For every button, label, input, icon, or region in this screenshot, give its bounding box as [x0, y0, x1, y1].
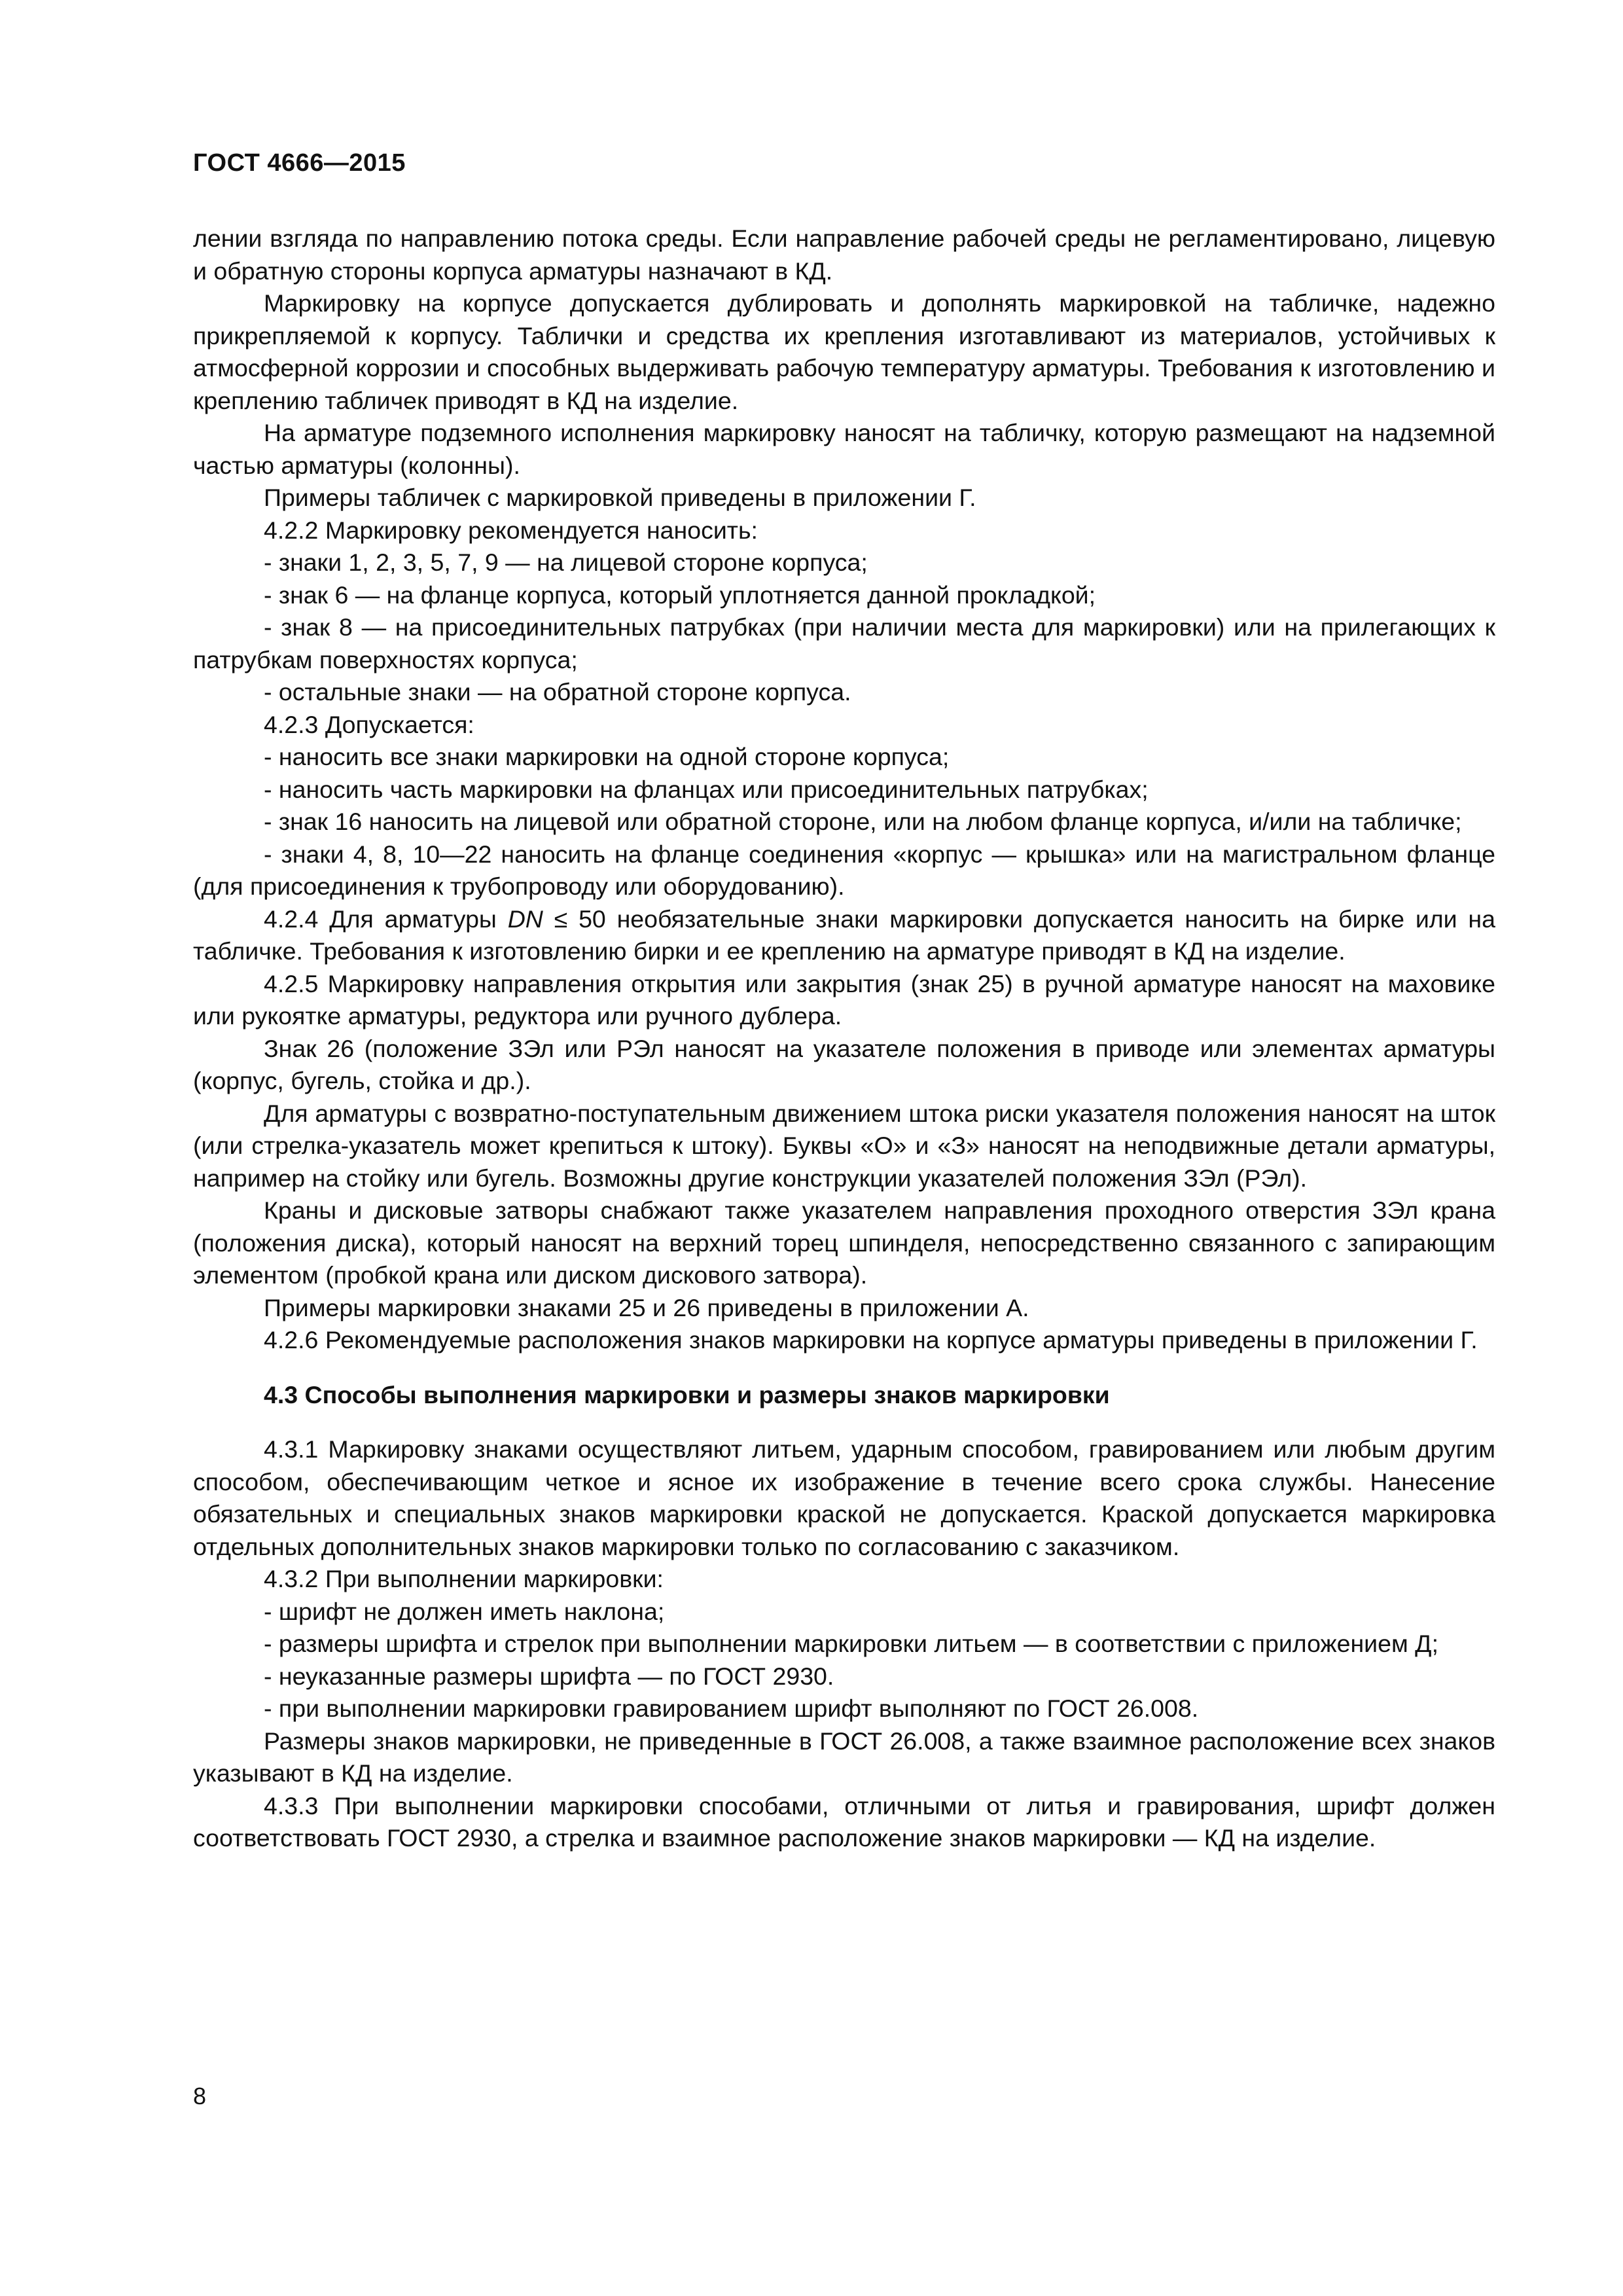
- paragraph-underground-valves: На арматуре подземного исполнения маркировку наносят на табличку, которую размещают на надземной частью арматуры (колонны).: [193, 419, 1495, 479]
- document-code-header: ГОСТ 4666—2015: [193, 149, 406, 177]
- list-item: - знаки 4, 8, 10—22 наносить на фланце соединения «корпус — крышка» или на магистральном фланце (для присоединения к трубопроводу или оборудованию).: [193, 840, 1495, 900]
- paragraph-nameplate-duplication: Маркировку на корпусе допускается дублировать и дополнять маркировкой на табличке, надежно прикрепляемой к корпусу. Таблички и средства их крепления изготавливают из материалов, устойчивых к атмосферной коррозии и способных выдерживать рабочую температуру арматуры. Требования к изготовлению и креплению табличек приводят в КД на изделие.: [193, 289, 1495, 414]
- paragraph-clause-4-2-5: 4.2.5 Маркировку направления открытия или закрытия (знак 25) в ручной арматуре наносят на маховике или рукоятке арматуры, редуктора или ручного дублера.: [193, 969, 1495, 1030]
- clause-4-2-4-prefix: 4.2.4 Для арматуры: [264, 905, 508, 933]
- list-item: - при выполнении маркировки гравированием шрифт выполняют по ГОСТ 26.008.: [264, 1695, 1199, 1722]
- section-title-4-3: 4.3 Способы выполнения маркировки и размеры знаков маркировки: [264, 1380, 1110, 1408]
- paragraph-clause-4-2-6: 4.2.6 Рекомендуемые расположения знаков маркировки на корпусе арматуры приведены в приложении Г.: [264, 1326, 1478, 1354]
- paragraph-clause-4-2-3: 4.2.3 Допускается:: [264, 710, 474, 738]
- list-item: - наносить часть маркировки на фланцах или присоединительных патрубках;: [264, 775, 1149, 803]
- paragraph-sign-sizes: Размеры знаков маркировки, не приведенные в ГОСТ 26.008, а также взаимное расположение всех знаков указывают в КД на изделие.: [193, 1727, 1495, 1787]
- list-item: - остальные знаки — на обратной стороне корпуса.: [264, 678, 851, 706]
- clause-4-2-4-text: ≤ 50 необязательные знаки маркировки допускается наносить на бирке или на табличке. Требования к изготовлению бирки и ее креплению на арматуре приводят в КД на изделие.: [193, 905, 1495, 965]
- list-item: - знак 6 — на фланце корпуса, который уплотняется данной прокладкой;: [264, 581, 1096, 609]
- list-item: - шрифт не должен иметь наклона;: [264, 1597, 665, 1625]
- paragraph-examples-25-26: Примеры маркировки знаками 25 и 26 приведены в приложении А.: [264, 1293, 1029, 1321]
- list-item: - неуказанные размеры шрифта — по ГОСТ 2930.: [264, 1662, 834, 1690]
- list-item: - знак 8 — на присоединительных патрубках (при наличии места для маркировки) или на прилегающих к патрубкам поверхностях корпуса;: [193, 613, 1495, 673]
- page-number: 8: [193, 2083, 207, 2109]
- list-item: - знак 16 наносить на лицевой или обратной стороне, или на любом фланце корпуса, и/или на табличке;: [264, 808, 1462, 835]
- paragraph-continuation: лении взгляда по направлению потока среды. Если направление рабочей среды не регламентировано, лицевую и обратную стороны корпуса арматуры назначают в КД.: [193, 224, 1495, 285]
- paragraph-clause-4-3-1: 4.3.1 Маркировку знаками осуществляют литьем, ударным способом, гравированием или любым другим способом, обеспечивающим четкое и ясное их изображение в течение всего срока службы. Нанесение обязательных и специальных знаков маркировки краской не допускается. Краской допускается маркировка отдельных дополнительных знаков маркировки только по согласованию с заказчиком.: [193, 1435, 1495, 1560]
- nominal-diameter-symbol: DN: [507, 905, 543, 933]
- list-item: - знаки 1, 2, 3, 5, 7, 9 — на лицевой стороне корпуса;: [264, 548, 868, 576]
- paragraph-clause-4-2-4: [193, 903, 1495, 968]
- document-body: [193, 223, 1495, 1855]
- list-item: - размеры шрифта и стрелок при выполнении маркировки литьем — в соответствии с приложением Д;: [264, 1630, 1439, 1657]
- paragraph-nameplate-examples: Примеры табличек с маркировкой приведены в приложении Г.: [264, 484, 976, 511]
- paragraph-clause-4-3-3: 4.3.3 При выполнении маркировки способами, отличными от литья и гравирования, шрифт должен соответствовать ГОСТ 2930, а стрелка и взаимное расположение знаков маркировки — КД на изделие.: [193, 1791, 1495, 1852]
- paragraph-clause-4-2-2: 4.2.2 Маркировку рекомендуется наносить:: [264, 516, 758, 544]
- paragraph-sign-26: Знак 26 (положение ЗЭл или РЭл наносят на указателе положения в приводе или элементах арматуры (корпус, бугель, стойка и др.).: [193, 1034, 1495, 1094]
- list-item: - наносить все знаки маркировки на одной стороне корпуса;: [264, 743, 950, 770]
- paragraph-cranes-disc-valves: Краны и дисковые затворы снабжают также указателем направления проходного отверстия ЗЭл крана (положения диска), который наносят на верхний торец шпинделя, непосредственно связанного с запирающим элементом (пробкой крана или диском дискового затвора).: [193, 1196, 1495, 1289]
- paragraph-clause-4-3-2: 4.3.2 При выполнении маркировки:: [264, 1565, 664, 1592]
- paragraph-stem-indicator: Для арматуры с возвратно-поступательным движением штока риски указателя положения наносят на шток (или стрелка-указатель может крепиться к штоку). Буквы «О» и «З» наносят на неподвижные детали арматуры, например на стойку или бугель. Возможны другие конструкции указателей положения ЗЭл (РЭл).: [193, 1099, 1495, 1192]
